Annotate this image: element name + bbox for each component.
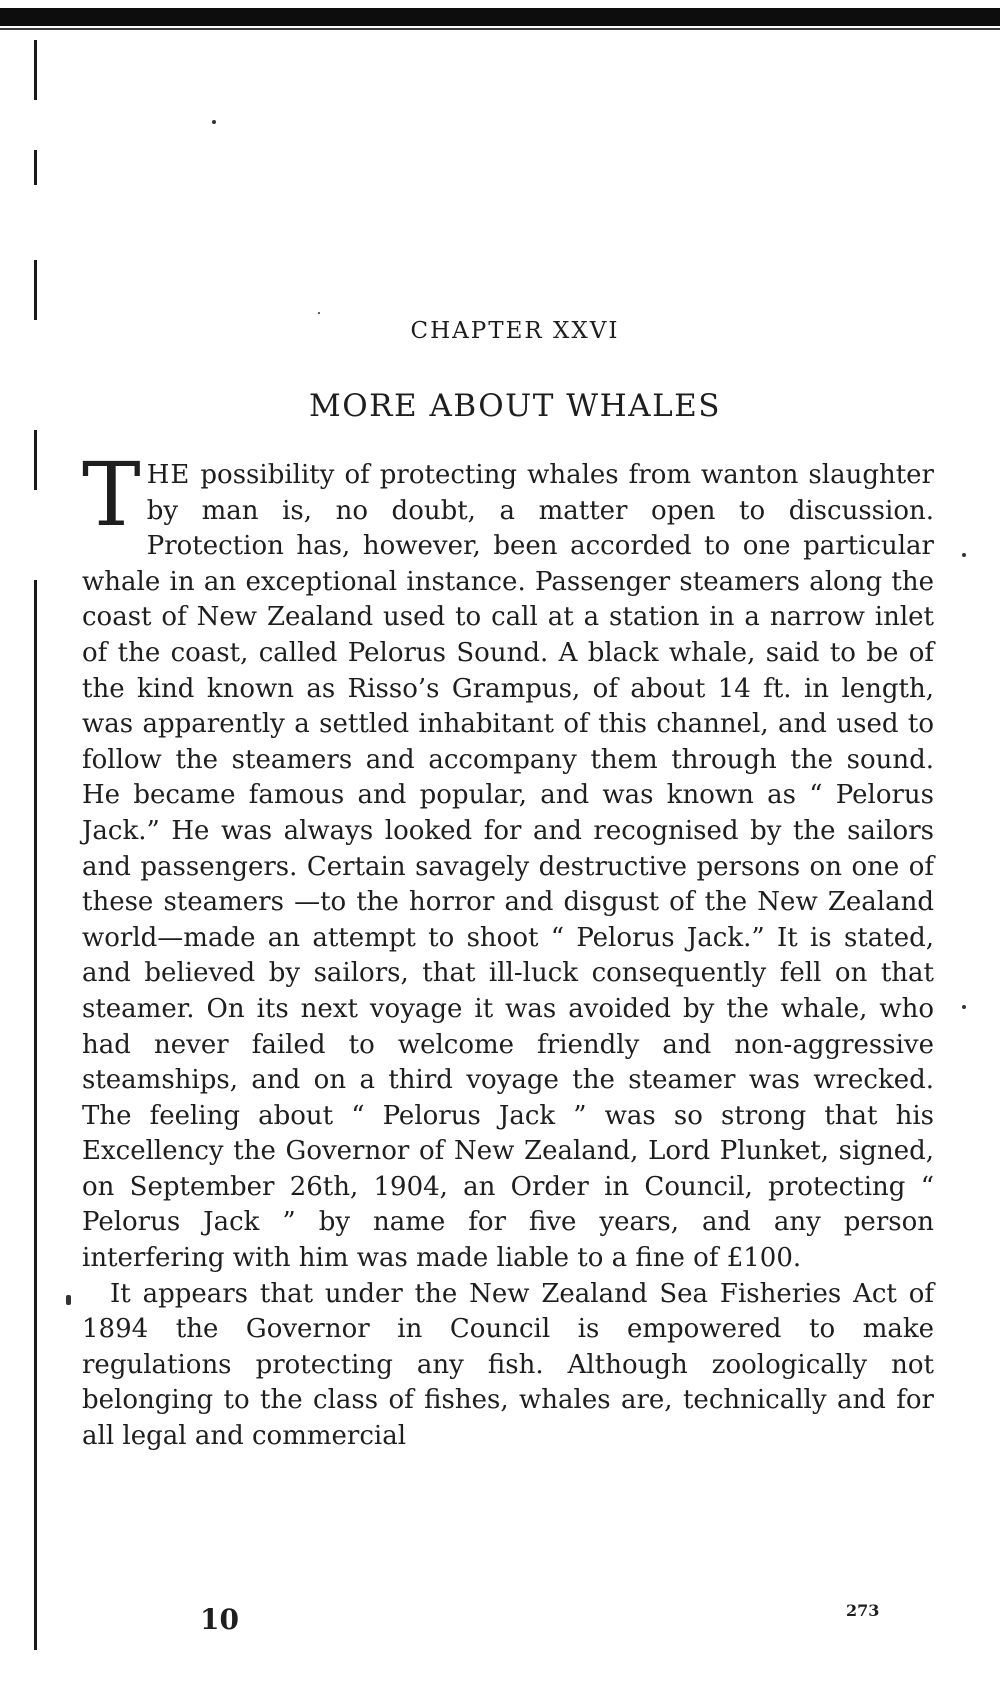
- print-speck: [962, 553, 966, 557]
- chapter-heading: CHAPTER XXVI: [410, 318, 620, 344]
- paragraph: [82, 443, 934, 1277]
- paragraph-text: possibility of protecting whales from wanton slaughter by man is, no doubt, a matter open to discussion. Protection has, however, been accorded to one particular whale in an exceptional instance. Passenger steamers along the coast of New Zealand used to call at a station in a narrow inlet of the coast, called Pelorus Sound. A black whale, said to be of the kind known as Risso’s Grampus, of about 14 ft. in length, was apparently a settled inhabitant of this channel, and used to follow the steamers and accompany them through the sound. He became famous and popular, and was known as “ Pelorus Jack.” He was always looked for and recognised by the sailors and passengers. Certain savagely destructive persons on one of these steamers —to the horror and disgust of the New Zealand world—made an attempt to shoot “ Pelorus Jack.” It is stated, and believed by sailors, that ill-luck consequently fell on that steamer. On its next voyage it was avoided by the whale, who had never failed to welcome friendly and non-aggressive steamships, and on a third voyage the steamer was wrecked. The feeling about “ Pelorus Jack ” was so strong that his Excellency the Governor of New Zealand, Lord Plunket, signed, on September 26th, 1904, an Order in Council, protecting “ Pelorus Jack ” by name for five years, and any person interfering with him was made liable to a fine of £100.: [82, 460, 934, 1274]
- opening-small-caps: HE: [146, 460, 191, 490]
- binding-shadow-line: [34, 260, 37, 320]
- paragraph-text: It appears that under the New Zealand Sea Fisheries Act of 1894 the Governor in Council is empowered to make regulations protecting any fish. Although zoologically not belonging to the class of fishes, whales are, technically and for all legal and commercial: [82, 1278, 934, 1452]
- page-number: 273: [846, 1601, 880, 1620]
- binding-shadow-line: [34, 430, 37, 490]
- binding-shadow-line: [34, 150, 37, 185]
- print-speck: [962, 1005, 966, 1009]
- paragraph: [82, 1277, 934, 1455]
- chapter-title: MORE ABOUT WHALES: [308, 388, 722, 424]
- top-border-rule: [0, 8, 1000, 26]
- drop-cap: T: [82, 443, 141, 546]
- binding-shadow-line: [34, 580, 37, 1650]
- print-speck: [318, 312, 320, 314]
- signature-mark: 10: [200, 1603, 239, 1636]
- binding-shadow-line: [34, 40, 37, 100]
- print-speck: [212, 120, 216, 124]
- top-border-hairline: [0, 28, 1000, 30]
- body-text: [82, 443, 934, 1455]
- print-speck: [66, 1295, 71, 1305]
